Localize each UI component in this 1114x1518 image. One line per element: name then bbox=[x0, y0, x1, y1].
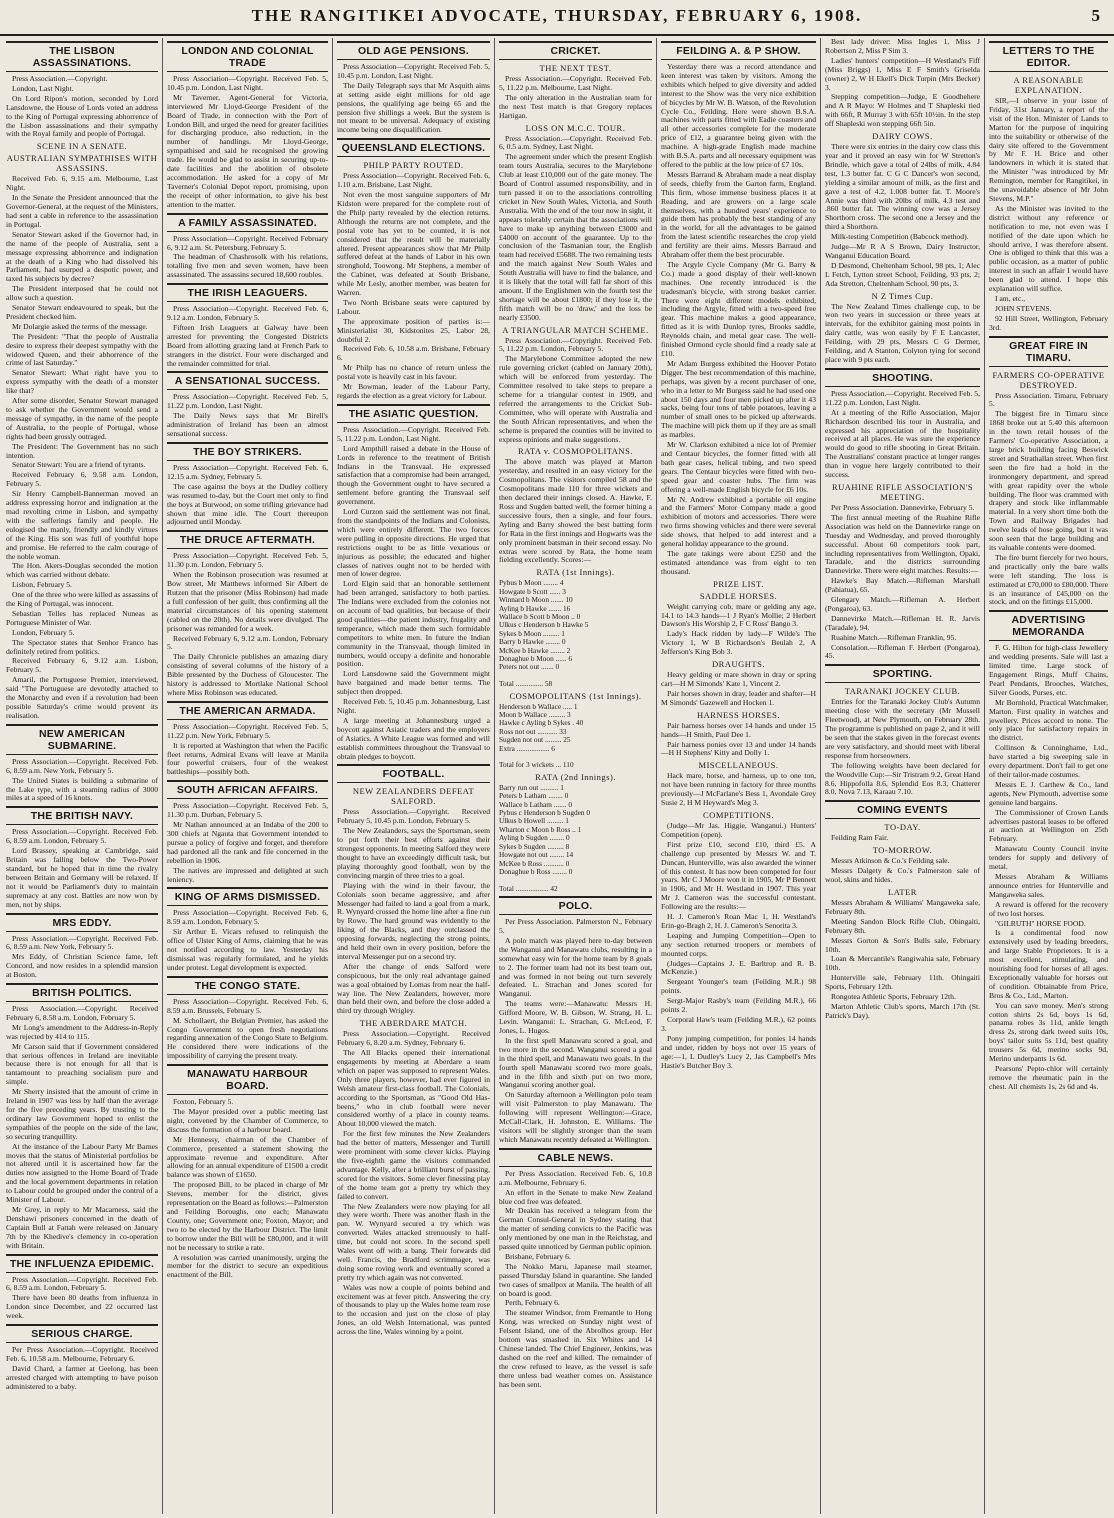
article-paragraph: Yesterday there was a record attendance and keen interest was taken by visitors. Among the exhibits which helped to give diversity and added interest to the Show was the very nice exhibition of bicycles by Mr W. B. Watson, of the Revolution Cycle Co., Feilding. Here were shown B.S.A. machines with parts fitted with Eadie coasters and all other accessories complete for the moderate price of £12, a guarantee being given with the machine. A high-grade English made machine with B.S.A. parts and all necessary equipment was offered to the public at the low price of £7 10s. bbox=[661, 62, 816, 169]
article-paragraph: Weight carrying cob, mare or gelding any age, 14.1 to 14.3 hands—1 J Ryan's Mollie; 2 Herbert Dawson's His Worship 2, F C Ross' Bango 3. bbox=[661, 601, 816, 629]
article-paragraph: Sergt-Major Rasby's team (Feilding M.R.), 66 points 2. bbox=[661, 996, 816, 1015]
article-headline: KING OF ARMS DISMISSED. bbox=[167, 887, 328, 906]
article-paragraph: Mr Dolargie asked the terms of the message. bbox=[12, 321, 148, 331]
article-paragraph: Is a condimental food now extensively used by leading breeders, and large Stable Proprietors. It is a most excellent, stimulating, and nourishing food for horses of all ages. Exceptionally valuable for horses out of condition. Obtainable from Price, Bros & Co., Ltd., Marton. bbox=[989, 928, 1108, 1000]
article-paragraph: There have been 80 deaths from influenza in London since December, and 22 occurred last week. bbox=[6, 1293, 158, 1321]
article-paragraph: Lisbon, February 5. bbox=[12, 580, 72, 590]
article-paragraph: Hack mare, horse, and harness, up to one ton, not have been running in factory for three months previously—J McFarlane's Bess 1, Avondale Grey Susie 2, H M Heyward's Meg 3. bbox=[661, 771, 816, 808]
article-headline: ADVERTISING MEMORANDA bbox=[989, 610, 1108, 641]
article-paragraph: You can save money. Men's strong cotton shirts 2s 6d, boys 1s 6d, panama robes 3s 11d, ankle length dress 2s, strong dark tweed suits 10s, boys' tailor suits 5s 11d, best quality trousers 5s 6d, merino socks 9d, Merino underpants 1s 6d. bbox=[989, 1000, 1108, 1064]
article-paragraph: Mr Philp has no chance of return unless the postal vote is heavily cast in his favour. bbox=[337, 363, 490, 382]
article-headline: SERIOUS CHARGE. bbox=[6, 1324, 158, 1343]
article-paragraph: The President: The Government has no such intention. bbox=[6, 441, 158, 460]
article-subheading: FARMERS CO-OPERATIVE DESTROYED. bbox=[992, 369, 1105, 390]
article-paragraph: Leaping and Jumping Competition—Open to any section returned troopers or members of mounted corps. bbox=[661, 930, 816, 958]
article-subheading: TO-DAY. bbox=[884, 822, 921, 833]
article-headline: THE BRITISH NAVY. bbox=[6, 806, 158, 825]
article-paragraph: Lord Curzon said the settlement was not final, from the standpoints of the Indians and Colonists, which were entirely different. The two forces were pulling in opposite directions. He urged that restrictions ought to be as little vexatious or injurious as possible; the educated and higher classes of natives ought not to be herded with men of lower degree. bbox=[337, 507, 490, 579]
article-paragraph: The case against the boys at the Dudley colliery was resumed to-day, but the Court met only to find the boys at Burwood, on some trifling grievance had shown that mine idle. The Court thereupon adjourned until Monday. bbox=[167, 481, 328, 527]
scoreboard-table: Barry run out .......... 1 Peters b Latham ........ 0 Wallace b Latham ....... 0 Pybus c Henderson b Sugden 0 Ulkus b Howell ......... 1 Wharton c Moon b Ross .. 1 Ayling b Sugden ........ 0 Sykes b Sugden ......... 8 Howgate not out ........ 14 McKee b Ross ........... 0 Donaghue b Ross ........ 0 Total .................. 42 bbox=[499, 782, 591, 893]
article-paragraph: Press Association.—Copyright. Received February 6, 8.58 a.m. London, February 5. bbox=[6, 1004, 158, 1022]
article-paragraph: First prize £10, second £10, third £5. A challenge cup presented by Messrs W. and T. Duncan, Hunterville, was also awarded the winner of this contest. It has now been competed for four years. Mr C J Moore won it in 1905, Mr P Bennett in 1906, and Mr H. Westland in 1907. This year Mr J. Cameron was the successful contestant. Following are the results:— bbox=[661, 839, 816, 912]
article-subheading: AUSTRALIAN SYMPATHISES WITH ASSASSINS. bbox=[6, 153, 158, 174]
masthead-title: THE RANGITIKEI ADVOCATE, THURSDAY, FEBRUARY 6, 1908. bbox=[251, 6, 863, 25]
article-paragraph: Dannevirke Match.—Rifleman H. R. Jarvis (Taradale), 94. bbox=[825, 613, 980, 632]
article-paragraph: The New Zealanders were now playing for all they were worth. There was another flash in the pan. W. Wynyard secured a try which was converted. Wales attacked strenuously to half-time, but could not score. In the second spell Wales went off with a bang. Their forwards did well. Francis, the Bradford scrimmager, was doing some roving work and eventually scored a pretty try which again was not converted. bbox=[337, 1201, 490, 1282]
article-paragraph: The proposed Bill, to be placed in charge of Mr Stevens, member for the district, gives representation on the Board as follows:—Palmerston and Feilding Boroughs, one each; Manawatu County, one; Government one; Foxton, Mayor; and two to be elected by the Harbour District. The limit to borrow under the Bill will be £80,000, and it will not be necessary to strike a rate. bbox=[167, 1180, 328, 1252]
article-paragraph: Per Press Association. Palmerston N., February 5. bbox=[499, 917, 652, 936]
article-paragraph: Lord Elgin said that an honorable settlement had been arranged, satisfactory to both parties. The Indians were excluded from the colonies not on account of bad qualities, but because of their good qualities—the patient industry, frugality and temperance, which made them such formidable competitors to white men. In future the Indian community in the Transvaal, though limited in numbers, would occupy a definite and honorable position. bbox=[337, 579, 490, 669]
article-subheading: MISCELLANEOUS. bbox=[698, 760, 779, 771]
article-subheading: LATER bbox=[888, 886, 917, 897]
article-paragraph: The fire burnt fiercely for two hours, and practically only the bare walls were left standing. The loss is estimated at £70,000 to £80,000. There is an insurance of £45,000 on the stock, and on the fittings £15,000. bbox=[989, 552, 1108, 607]
article-paragraph: Press Association—Copyright. Received Feb. 5, 11.30 p.m. London, February 5. bbox=[167, 551, 328, 570]
article-paragraph: Senator Stewart asked if the Governor had, in the name of the people of Australia, sent a message expressing abhorrence and indignation at the death of a King who had dissolved his Parliament, had usurped a despotic power, and taxed his subjects by decree? bbox=[6, 229, 158, 284]
article-paragraph: Received February 6, 9.12 a.m. Lisbon, February 5. bbox=[6, 656, 158, 675]
article-paragraph: Amaril, the Portuguese Premier, interviewed, said "The Portuguese are devotedly attached to the Monarchy and even if a revolution had been possible Saturday's crime would prevent its realisation. bbox=[6, 675, 158, 720]
article-subheading: A TRIANGULAR MATCH SCHEME. bbox=[502, 324, 649, 335]
article-paragraph: Messrs Atkinson & Co.'s Feilding sale. bbox=[831, 856, 950, 866]
article-paragraph: The headman of Chashrosolk with his relations, totalling five men and seven women, have been assassinated. The assassins secured 18,600 roubles. bbox=[167, 252, 328, 280]
article-paragraph: Loan & Mercantile's Rangiwahia sale, February 10th. bbox=[825, 954, 980, 973]
article-paragraph: M. Schollaert, the Belgian Premier, has asked the Congo Government to open fresh negotiations regarding annexation of the Congo State to Belgium. He considered there were indications of the impossibility of carrying the present treaty. bbox=[167, 1015, 328, 1061]
article-subheading: PHILP PARTY ROUTED. bbox=[363, 160, 464, 171]
article-paragraph: Entries for the Taranaki Jockey Club's Autumn meeting close with the secretary (Mr Mussell Fleetwood), at New Plymouth, on February 28th. The programme is published on page 2, and it will be seen that the stakes given in the forecast events are very satisfactory, and should meet with liberal response from horseowners. bbox=[825, 697, 980, 760]
article-paragraph: Brisbane, February 6. bbox=[505, 1251, 571, 1261]
article-paragraph: Ladies' hunters' competition—H Westland's Fiff (Miss Briggs) 1, Miss E F Smith's Griselda (owner) 2, W H Ekell's Dick Turpin (Mrs Becker) 3. bbox=[825, 55, 980, 92]
article-paragraph: Messrs E. J. Carthew & Co., land agents, New Plymouth, advertise some genuine land bargains. bbox=[989, 779, 1108, 807]
article-paragraph: Consolation.—Rifleman F. Herbert (Pongaroa), 45. bbox=[825, 642, 980, 661]
article-paragraph: Received Feb. 5, 10.45 p.m. Johannesburg, Last Night. bbox=[337, 697, 490, 715]
article-headline: A FAMILY ASSASSINATED. bbox=[167, 213, 328, 232]
article-headline: CRICKET. bbox=[499, 41, 652, 60]
article-paragraph: Senator Stewart endeavoured to speak, but the President checked him. bbox=[6, 303, 158, 321]
article-paragraph: Press Association. Timaru, February 5. bbox=[989, 390, 1108, 409]
column-5 bbox=[656, 38, 820, 1514]
article-subheading: THE ABERDARE MATCH. bbox=[359, 1018, 468, 1029]
article-paragraph: Ruahine Match.—Rifleman Franklin, 95. bbox=[831, 632, 957, 642]
article-paragraph: Mr Deakin has received a telegram from the German Consul-General in Sydney stating that the matter of sending convicts to the Pacific was only mentioned by one man in the Reichstag, and passed quite unnoticed by German public opinion. bbox=[499, 1206, 652, 1252]
column-1 bbox=[2, 38, 162, 1514]
article-headline: A SENSATIONAL SUCCESS. bbox=[167, 371, 328, 390]
article-paragraph: F. G. Hilton for high-class Jewellery and wedding presents. Sale will last a limited time. Large stock of Engagement Rings, Muff Chains, Pearl Pendants, Brooches, Watches, Silver Goods, Purses, etc. bbox=[989, 643, 1108, 697]
article-paragraph: The New Zealand Times challenge cup, to be won two years in succession or three years at intervals, for the exhibitor gaining most points in dairy cattle, was won easily by F E Lancaster, Feilding, with 29 pts, Messrs C G Dermer, Feilding, and A Stanton, Colyton tying for second place with 9 pts each. bbox=[825, 301, 980, 364]
article-paragraph: Stepping competition—Judge, E Goodhehere and A R Mayo: W Holmes and T Shapleski tied with 66ft, R Murray 3 with 65ft 10½in. In the step off Shapleski won stepping 66ft 5in. bbox=[825, 92, 980, 129]
article-paragraph: Press Association.—Copyright. Received Feb. 6, 8.59 a.m. New York, February 5. bbox=[6, 756, 158, 775]
article-subheading: HARNESS HORSES. bbox=[696, 709, 781, 720]
article-headline: LETTERS TO THE EDITOR. bbox=[989, 41, 1108, 72]
article-paragraph: Lord Lansdowne said the Government might have bargained and made better terms. The subject then dropped. bbox=[337, 669, 490, 697]
article-headline: THE AMERICAN ARMADA. bbox=[167, 701, 328, 720]
article-paragraph: The first annual meeting of the Ruahine Rifle Association was held on the Dannevirke range on Tuesday and Wednesday, and proved thoroughly successful. About 60 competitors took part, including representatives from Wellington, Opaki, Taradale, and the districts surrounding Dannevirke. There were eight matches. Results:— bbox=[825, 512, 980, 576]
article-paragraph: After the change of ends Salford were conspicuous, but the only real advantage gained was a goal obtained by Lomas from near the half-way line. The New Zealanders, however, more than held their own, and before the close added a third try through Wrigley. bbox=[337, 961, 490, 1016]
article-paragraph: Press Association.—Copyright. Received Feb. 6, 0.5 a.m. Sydney, Last Night. bbox=[499, 133, 652, 152]
article-headline: THE ASIATIC QUESTION. bbox=[337, 404, 490, 423]
article-paragraph: The New Zealanders, says the Sportsman, seem to put forth their best efforts against their strongest opponents. In meeting Salford they were thought to have an exceedingly difficult task, but playing thoroughly good football, won by the convincing margin of three tries to a goal. bbox=[337, 826, 490, 880]
article-paragraph: Sir Henry Campbell-Bannerman moved an address expressing horror and indignation at the mad revolting crime in Lisbon, and sympathy with the sufferings family and people. He eulogised the manly, friendly and kindly virtues of the King. His son was full of youthful hope and promise. He referred to the calm courage of the noble woman. bbox=[6, 489, 158, 561]
article-paragraph: Mr Nathan announced at an Indaba of the 200 to 300 chiefs at Ngauta that Government intended to pursue a policy of forgive and forget, and therefore had pardoned all the rank and file concerned in the rebellion in 1906. bbox=[167, 820, 328, 865]
article-subheading: DAIRY COWS. bbox=[872, 131, 933, 142]
article-headline: THE DRUCE AFTERMATH. bbox=[167, 530, 328, 549]
article-paragraph: Press Association—Copyright. Received Feb. 6, 8.59 a.m. Brussels, February 5. bbox=[167, 996, 328, 1015]
article-paragraph: The only alteration in the Australian team for the next Test match is that Gregory replaces Hartigan. bbox=[499, 92, 652, 120]
article-paragraph: Press Association.—Copyright. Received Feb. 6, 8.59 a.m. London, February 5. bbox=[6, 1274, 158, 1293]
article-paragraph: As the Minister was invited to the district without any reference or notification to me, not even was I notified of the date upon which he should arrive, I was therefore absent. One is obliged to think that this was a public occasion, as a matter of public interest in such an affair I would have been glad to attend. I hope this explanation will suffice. bbox=[989, 203, 1108, 294]
article-subheading: RATA (2nd Innings). bbox=[535, 771, 616, 782]
article-headline: SOUTH AFRICAN AFFAIRS. bbox=[167, 780, 328, 799]
article-paragraph: Mr Hennessy, chairman of the Chamber of Commerce, presented a statement showing the approximate revenue and expenditure. After allowing for an annual expenditure of £1500 a credit balance was shown of £1650. bbox=[167, 1134, 328, 1180]
article-paragraph: Foxton, February 5. bbox=[173, 1097, 234, 1107]
article-subheading: SCENE IN A SENATE. bbox=[36, 141, 128, 152]
article-paragraph: At a meeting of the Rifle Association, Major Richardson described his tour in Australia, and expressed his appreciation of the hospitality received at all places. He was sure the experience would do good to rifle shooting in Great Britain. The Australians' constant practice at longer ranges than in vogue here largely contributed to their success. bbox=[825, 407, 980, 480]
article-paragraph: Press Association.—Copyright. bbox=[12, 74, 108, 83]
article-paragraph: Press Association—Copyright. Received Feb. 5, 11.22 p.m. New York, February 5. bbox=[167, 721, 328, 740]
article-paragraph: Mr N. Andrew exhibited a portable oil engine and the Farmers' Motor Company made a good exhibition of motors and accessories. There were two firms showing vehicles and there were several side shows, that helped to add interest and a general holiday appearance to the ground. bbox=[661, 494, 816, 549]
article-paragraph: Sebastian Telles has replaced Nuneas as Portuguese Minister of War. bbox=[6, 608, 158, 627]
article-paragraph: London, February 5. bbox=[12, 627, 75, 637]
article-headline: NEW AMERICAN SUBMARINE. bbox=[6, 724, 158, 755]
article-paragraph: Meeting Sandon Block Rifle Club, Ohingaiti, February 8th. bbox=[825, 916, 980, 935]
article-paragraph: A polo match was played here to-day between the Wanganui and Manawatu clubs, resulting in a somewhat easy win for the home team by 8 goals to 2. The former team had not its best team out, and was formed in not being out turn severely defeated. L. Strachan and Jones scored for Wanganui. bbox=[499, 935, 652, 999]
article-paragraph: The following weights have been declared for the Woodville Cup:—Sir Tristram 9.2, Great Hand 8.6, Hippofolla 8.6, Splendid Eos 8.3, Chatterer 8.0, Nova 7.13, Karaau 7.10. bbox=[825, 760, 980, 797]
article-subheading: COSMOPOLITANS (1st Innings). bbox=[509, 690, 642, 701]
article-paragraph: At the instance of the Labour Party Mr Barnes moves that the status of Ministerial portfolios be not altered until it is ascertained how far the duties now assigned to the Home Board of Trade and the local government departments in relation to Labour could be grouped under the control of a Minister of Labour. bbox=[6, 1141, 158, 1205]
article-paragraph: An effort in the Senate to make New Zealand blue cod free was defeated. bbox=[499, 1187, 652, 1206]
article-paragraph: Senator Stewart: What right have you to express sympathy with the death of a monster like that? bbox=[6, 368, 158, 396]
article-paragraph: The Nokko Maru, Japanese mail steamer, passed Thursday Island in quarantine. She landed two cases of smallpox at Manila. The health of all on board is good. bbox=[499, 1261, 652, 1298]
article-paragraph: Press Association.—Copyright. Received February 6, 8.20 a.m. Sydney, February 6. bbox=[337, 1029, 490, 1048]
article-paragraph: Manawatu County Council invite tenders for supply and delivery of metal. bbox=[989, 844, 1108, 872]
article-headline: LONDON AND COLONIAL TRADE bbox=[167, 41, 328, 72]
article-paragraph: Playing with the wind in their favour, the Colonials soon became aggressive, and after Messenger had failed to land a goal from a mark, R. Wynyard crossed the home line after a fine run by Rowe. The hard ground was evidently to the liking of the Blacks, and they outclassed the opposing forwards, neglecting the strong points, and held their own in every position, before the interval Messenger put on a second try. bbox=[337, 880, 490, 961]
article-headline: BRITISH POLITICS. bbox=[6, 983, 158, 1002]
article-headline: POLO. bbox=[499, 896, 652, 915]
article-paragraph: The Hon. Akers-Douglas seconded the motion which was carried without debate. bbox=[6, 561, 158, 580]
article-paragraph: Hunterville sale, February 11th. Ohingaiti Sports, February 12th. bbox=[825, 973, 980, 992]
article-paragraph: A resolution was carried unanimously, urging the member for the district to secure an expeditious enactment of the Bill. bbox=[167, 1252, 328, 1280]
article-subheading: NEW ZEALANDERS DEFEAT SALFORD. bbox=[352, 786, 475, 807]
article-paragraph: The Spectator states that Senhor Franco has definitely retired from politics. bbox=[6, 637, 158, 656]
article-headline: MANAWATU HARBOUR BOARD. bbox=[167, 1064, 328, 1095]
page-number: 5 bbox=[1091, 6, 1100, 25]
article-paragraph: Press Association.—Copyright. Received Feb. 5, 11.22 p.m. London, Last Night. bbox=[337, 424, 490, 443]
article-paragraph: Press Association.—Copyright. Received Feb. 6, 8.59 a.m. London, February 5. bbox=[6, 827, 158, 846]
article-paragraph: (Judges—Captains J. E. Barltrop and R. B. McKenzie.) bbox=[661, 958, 816, 977]
article-paragraph: Pearsons' Pepto-chlor will certainly remove the rheumatic pain in the chest. All chemists 1s, 2s 6d and 4s. bbox=[989, 1064, 1108, 1091]
article-headline: QUEENSLAND ELECTIONS. bbox=[337, 138, 490, 157]
article-paragraph: Lord Brassey, speaking at Cambridge, said Britain was falling below the Two-Power standard, but he hoped that in time the rivalry between Britain and Germany will be relaxed. If not it would be Parliament's duty to maintain supremacy at any cost. Battles are now won by men, not by ships. bbox=[6, 846, 158, 909]
article-paragraph: Best lady driver: Miss Ingles 1, Miss J Robertson 2, Miss P Sim 3. bbox=[825, 38, 980, 55]
article-paragraph: "GILRUTH" HORSE FOOD. bbox=[995, 918, 1086, 928]
article-paragraph: Press Association—Copyright. Received Feb. 5, 11.30 p.m. Durban, February 5. bbox=[167, 801, 328, 820]
article-paragraph: Press Association—Copyright. Received Feb. 5, 11.22 p.m. London, Last Night. bbox=[167, 392, 328, 411]
article-paragraph: One of the three who were killed as assassins of the King of Portugal, was innocent. bbox=[6, 590, 158, 609]
column-6 bbox=[820, 38, 984, 1514]
scoreboard-table: Henderson b Wallace ..... 1 Moon b Wallace ......... 3 Hawke c Ayling b Sykes . 40 Ross not out ........... 33 Sugden not out ......... 25 Extra .................. 6 Total for 3 wickets ... 110 bbox=[499, 701, 584, 770]
article-paragraph: Not even the most sanguine supporters of Mr Kidston were prepared for the complete rout of the Philp party revealed by the election returns. Although the returns are not complete, and the postal vote has yet to be counted, it is not considered that the result will be materially altered. Present appearances show that Mr Philp suffered defeat at the hands of Labor in his own stronghold, Toowong. Mr Stephens, a member of the Cabinet, was defeated at South Brisbane, while Mr Lesly, another member, was beaten for Warren. bbox=[337, 190, 490, 298]
article-subheading: THE NEXT TEST. bbox=[539, 63, 612, 73]
article-paragraph: JOHN STEVENS. bbox=[995, 303, 1052, 313]
article-headline: OLD AGE PENSIONS. bbox=[337, 41, 490, 60]
article-paragraph: Press Association.—Copyright. Received Feb. 5, 11.22 p.m. Melbourne, Last Night. bbox=[499, 74, 652, 92]
article-paragraph: The All Blacks opened their international engagements by meeting at Aberdare a team which on paper was supposed to represent Wales. Only three players, however, had ever figured in Welsh amateur first-class football. The Colonials, according to the Sportsman, as "Good Old Has-beens," who in club football were never considered worthy of a place in county teams. About 10,000 viewed the match. bbox=[337, 1048, 490, 1129]
article-paragraph: A large meeting at Johannesburg urged a boycott against Asiatic traders and the employers of Asiatics. A White League was formed and will establish committees throughout the Transvaal to obtain pledges to boycott. bbox=[337, 715, 490, 761]
article-paragraph: The Commissioner of Crown Lands advertises pastoral leases to be offered at auction at Wellington on 25th February. bbox=[989, 807, 1108, 844]
article-headline: SPORTING. bbox=[825, 664, 980, 683]
article-paragraph: Feilding Ram Fair. bbox=[831, 833, 889, 843]
article-subheading: DRAUGHTS. bbox=[712, 659, 765, 670]
article-paragraph: The approximate position of parties is:—Ministerialist 30, Kidstonites 25, Labor 28, doubtful 2. bbox=[337, 316, 490, 344]
article-paragraph: Mrs Eddy, of Christian Science fame, left Concord, and now resides in a splendid mansion at Boston. bbox=[6, 952, 158, 980]
article-paragraph: Messrs Barraud & Abraham made a neat display of seeds, chiefly from the Garton farm, England. This firm, whose immense business places it at Reading, and are growers on a large scale themselves, with a hundred years' experience to guide them has probably the best standing of any in the world, for all the advantages to be gained from the latest scientific researches the crop yield and fertility are their aims. Messrs Barraud and Abraham offer them the best procurable. bbox=[661, 169, 816, 260]
article-paragraph: The President: "That the people of Australia desire to express their deepest sympathy with the widowed Queen, and their abhorrence of the crime of last Saturday." bbox=[6, 331, 158, 368]
article-paragraph: Lady's Hack ridden by lady—F Wilde's The Victory 1, W B Richardson's Beulah 2, A Jefferson's King Bob 3. bbox=[661, 629, 816, 657]
article-paragraph: Received February 6, 9.12 a.m. London, February 5. bbox=[167, 633, 328, 652]
article-paragraph: Wales was now a couple of points behind and excitement was at fever pitch. Answering the cry of thousands to play up the Wales home team rose to the occasion and just on the close of play Jones, an old Welsh International, was punted across the line, Wales winning by a point. bbox=[337, 1282, 490, 1337]
article-headline: THE INFLUENZA EPIDEMIC. bbox=[6, 1254, 158, 1273]
article-paragraph: Received Feb. 6, 9.15 a.m. Melbourne, Last Night. bbox=[6, 174, 158, 193]
article-paragraph: The Daily Chronicle publishes an amazing diary consisting of several columns of the history of a Bible presented by the Duchess of Gloucester. The history is addressed to Mortlake National School where Miss Robinson was educated. bbox=[167, 652, 328, 697]
article-paragraph: The Daily Telegraph says that Mr Asquith aims at setting aside eight millions for old age pensions, the qualifying age being 65 and the pension five shillings a week. But the system is not meant to be universal. Adequacy of existing income being one disqualification. bbox=[337, 80, 490, 135]
article-paragraph: The President interposed that he could not allow such a question. bbox=[6, 284, 158, 303]
article-paragraph: The Marylebone Committee adopted the new rule governing cricket (cabled on January 20th), which will be enforced from yesterday. The Committee resolved to take steps to prepare a scheme for a triangular contest in 1909, and referred the arrangements to the Cricket Sub-Committee, who will operate with Australia and the South African representatives, and when the scheme is prepared the counties will be invited to express opinions and make suggestions. bbox=[499, 354, 652, 444]
article-subheading: RATA v. COSMOPOLITANS. bbox=[518, 446, 633, 457]
article-paragraph: Pony jumping competition, for ponies 14 hands and under, ridden by boys not over 15 years of age:—1, L Dudley's Lucy 2, Jas Campbell's Mrs Hastie's Butcher Boy 3. bbox=[661, 1033, 816, 1070]
article-paragraph: Mr Adam Burgess exhibited the Hoover Potato Digger. The best recommendation of this machine, perhaps, was given by a recent purchaser of one, who in a letter to Mr Burgess said he had used one about 150 days and four men picked up after it 43 sacks, being four tons of table potatoes, leaving a number of small ones to be picked up afterwards. The machine will pick them up if they are as small as marbles. bbox=[661, 358, 816, 440]
article-paragraph: Press Association—Copyright. Received Feb. 5, 10.45 p.m. London, Last Night. bbox=[167, 74, 328, 92]
article-headline: THE CONGO STATE. bbox=[167, 976, 328, 995]
article-paragraph: Judge—Mr R A S Brown, Dairy Instructor, Wanganui Education Board. bbox=[825, 242, 980, 260]
article-paragraph: The United States is building a submarine of the Lake type, with a steaming radius of 3000 miles at a speed of 16 knots. bbox=[6, 775, 158, 803]
article-paragraph: Hawke's Bay Match.—Rifleman Marshall (Pahiatua), 65. bbox=[825, 576, 980, 595]
article-paragraph: Press Association—Copyright. Received Feb. 5, 10.45 p.m. London, Last Night. bbox=[337, 62, 490, 80]
article-paragraph: On Lord Ripon's motion, seconded by Lord Lansdowne, the House of Lords voted an address to the King of Portugal expressing abhorrence of the Lisbon assassinations and their sympathy with the Royal family and people of Portugal. bbox=[6, 93, 158, 139]
article-subheading: RUAHINE RIFLE ASSOCIATION'S MEETING. bbox=[831, 481, 974, 502]
article-paragraph: Press Association.—Copyright. Received Feb. 6, 8.59 a.m. New York, February 5. bbox=[6, 933, 158, 952]
article-subheading: TARANAKI JOCKEY CLUB. bbox=[844, 686, 961, 697]
article-paragraph: Glengary Match.—Rifleman A. Herbert (Pongaroa), 63. bbox=[825, 595, 980, 613]
article-paragraph: Received February 6, 9.58 a.m. London, February 5. bbox=[6, 470, 158, 489]
scoreboard-table: Pybus b Moon ........ 4 Howgate b Scott ...... 3 Winnard b Moon ....... 10 Ayling b Hawke ....... 16 Wallace b Scott b Moon .. 0 Ulkus c Henderson b Hawke 5 Sykes b Moon ......... 1 Barry b Hawke ........ 0 McKee b Hawke ........ 2 Donaghue b Moon ...... 6 Peters not out ....... 0 Total ............... 58 bbox=[499, 578, 589, 689]
article-headline: FEILDING A. & P SHOW. bbox=[661, 41, 816, 60]
article-paragraph: It is reported at Washington that when the Pacific fleet returns, Admiral Evans will leave at Manila four powerful cruisers, four of the weakest battleships—possibly both. bbox=[167, 740, 328, 777]
article-subheading: TO-MORROW. bbox=[872, 845, 933, 856]
article-headline: FOOTBALL. bbox=[337, 764, 490, 783]
article-paragraph: Press Association—Copyright. Received Feb. 6, 8.59 a.m. London, February 5. bbox=[167, 908, 328, 927]
article-paragraph: The steamer Windsor, from Fremantle to Hong Kong, was wrecked on Sunday night west of Felsent Island, one of the Abrolhos group. Her bottom was smashed in. Six Whites and 14 Chinese landed. The Chief Engineer, Jenkins, was dashed on the reef and killed. The remainder of the crew refused to leave, as the vessel is safe there unless bad weather comes on. Assistance has been sent. bbox=[499, 1308, 652, 1389]
article-paragraph: There were six entries in the dairy cow class this year and it proved an easy win for W Stretton's Brindle, which gave a total of 24lbs of milk, 4.84 test, 1.3 butter fat. C G C Dancer's won second, yielding a similar amount of milk, as the first and gave a test of 4.2, 1.008 butter fat. T. Moore's Annie was third with 20lbs of milk, 4.3 test and .860 butter fat. The winning cow was a Jersey Shorthorn cross. The second one a Jersey and the third a Shorthorn. bbox=[825, 142, 980, 232]
article-paragraph: The agreement under which the present English team tours Australia, secures to the Marylebone Club at least £10,000 out of the gate money. The Board of Control assumed responsibility, and in turn passed it on to the associations controlling cricket in New South Wales, Victoria, and South Australia. With the end of the tour now in sight, it appears tolerably certain that the associations will have to make up anything between £3000 and £4000 on account of the guarantee. Up to the conclusion of the Tasmanian tour, the English team had received £5688. The two remaining tests and the match against New South Wales and South Australia will have to find the balance, and it is likely that the total will fall far short of this amount. If the Englishmen win the fourth test the shortage will be about £1800; if they lose it, the fifth match will be no 'draw,' and the loss be nearly £3500. bbox=[499, 152, 652, 322]
article-paragraph: Pair horses shown in dray, leader and shafter—H M Simonds' Gazewell and Hocken 1. bbox=[661, 688, 816, 707]
article-paragraph: Mr Grey, in reply to Mr Macarness, said the Denshawi prisoners concerned in the death of Captain Bull at Fattah were released on January 7th by the Khedive's clemency in co-operation with Britain. bbox=[6, 1204, 158, 1250]
article-paragraph: Mr Sherry insisted that the amount of crime in Ireland in 1907 was less by half than the average for the five preceding years. By trusting to the ordinary law Government hoped to enlist the sympathies of the people on the side of the law, so securing tranquillity. bbox=[6, 1087, 158, 1141]
article-paragraph: Sir Arthur E. Vicars refused to relinquish the office of Ulster King of Arms, claiming that he was not notified according to law. Yesterday his dismissal was regularly formulated, and he yields under protest. Legal development is expected. bbox=[167, 927, 328, 972]
article-subheading: N Z Times Cup. bbox=[871, 290, 934, 301]
article-subheading: COMPETITIONS. bbox=[703, 809, 774, 820]
article-paragraph: Mr W. Clarkson exhibited a nice lot of Premier and Centaur bicycles, the former fitted with all bath gear cases, helical tubing, and two speed gears. The Centaur bicycles were fitted with two-speed gear and coaster hubs. The firm was offering a well-made English bicycle for £6 10s. bbox=[661, 440, 816, 494]
article-paragraph: Messrs Abraham & Williams announce entries for Hunterville and Mangaweka sales. bbox=[989, 871, 1108, 899]
article-paragraph: Per Press Association. Dannevirke, February 5. bbox=[831, 502, 975, 512]
article-subheading: PRIZE LIST. bbox=[713, 578, 764, 589]
article-paragraph: Mr Bowman, leader of the Labour Party, regards the election as a great victory for Labour. bbox=[337, 382, 490, 400]
article-headline: MRS EDDY. bbox=[6, 913, 158, 932]
article-subheading: RATA (1st Innings). bbox=[536, 567, 615, 578]
article-paragraph: The Argyle Cycle Company (Mr G. Barry & Co.) made a good display of their well-known machines. One recently introduced is the tradesman's bicycle, with strong basket carrier. There were eight different models exhibited, including the Argyle, fitted with a two-speed free gear. This machine makes a good appearance, fitted as it is with Dunlop tyres, Brooks saddle, Reynolds chain, and metal gear case. The well-finished Ormond cycle should find a ready sale at £10. bbox=[661, 259, 816, 358]
article-paragraph: Sergeant Younger's team (Feilding M.R.) 98 points. bbox=[661, 977, 816, 996]
article-paragraph: Press Association—Copyright. Received February 6, 9.12 a.m. St. Petersburg, February 5. bbox=[167, 233, 328, 252]
article-paragraph: When the Robinson prosecution was resumed at Bow street, Mr Matthews informed Sir Albert de Rutzen that the prisoner (Miss Robinson) had made a full confession of her guilt, thus confirming all the material circumstances of his opening statement (cabled on the 20th). No details were divulged. The prisoner was remanded for a week. bbox=[167, 570, 328, 633]
article-paragraph: Milk-testing Competition (Babcock method). bbox=[831, 232, 969, 242]
article-paragraph: The Mayor presided over a public meeting last night, convened by the Chamber of Commerce, to discuss the formation of a harbour board. bbox=[167, 1107, 328, 1134]
article-paragraph: Mr Carson said that if Government considered that serious offences in Ireland are inevitable because there is not enough for all that is tantamount to preaching socialism pure and simple. bbox=[6, 1041, 158, 1087]
article-paragraph: London, Last Night. bbox=[12, 83, 74, 93]
article-paragraph: A reward is offered for the recovery of two lost horses. bbox=[989, 899, 1108, 918]
article-paragraph: Press Association—Copyright. Received Feb. 6, 12.15 a.m. Sydney, February 5. bbox=[167, 463, 328, 481]
article-paragraph: Heavy gelding or mare shown in dray or spring cart—H M Simonds' Kate 1, Vincent 2. bbox=[661, 670, 816, 688]
article-paragraph: The above match was played at Marton yesterday, and resulted in an easy victory for the Cosmopolitans. The visitors compiled 58 and the Cosmopolitans made 110 for three wickets and then declared their innings closed. A. Hawke, F. Ross and Sugden batted well, the former hitting a successive fours, then a single, and four fours. Ayling and Barry showed the best batting form for Rata in the first innings and Hogwarts was the only prominent batsman in their second essay. No extras were scored by Rata, the home team fielding excellently. Scores:— bbox=[499, 457, 652, 565]
article-paragraph: Received Feb. 6, 10.58 a.m. Brisbane, February 6. bbox=[337, 344, 490, 363]
article-paragraph: Press Association.—Copyright. Received Feb. 5, 11.22 p.m. London, Last Night. bbox=[825, 388, 980, 407]
article-paragraph: I am, etc., bbox=[995, 293, 1026, 303]
column-4 bbox=[494, 38, 656, 1514]
article-paragraph: Pair harness horses over 14 hands and under 15 hands—H Smith, Paul Dee 1. bbox=[661, 720, 816, 739]
article-subheading: SADDLE HORSES. bbox=[699, 590, 778, 601]
article-paragraph: Collinson & Cunninghame, Ltd., have started a big sweeping sale in every department. Don't fail to get one of their tailor-made costumes. bbox=[989, 743, 1108, 779]
article-subheading: LOSS ON M.C.C. TOUR. bbox=[525, 122, 626, 133]
article-paragraph: Messrs Abraham & Williams' Mangaweka sale, February 8th. bbox=[825, 897, 980, 916]
article-paragraph: Messrs Gorton & Son's Bulls sale, February 10th. bbox=[825, 935, 980, 954]
article-paragraph: 92 Hill Street, Wellington, February 3rd. bbox=[989, 313, 1108, 332]
article-paragraph: The gate takings were about £250 and the estimated attendance was from eight to ten thousand. bbox=[661, 548, 816, 576]
article-paragraph: Press Association—Copyright. Received Feb. 6, 9.12 a.m. London, February 5. bbox=[167, 304, 328, 323]
article-headline: SHOOTING. bbox=[825, 368, 980, 387]
article-headline: THE BOY STRIKERS. bbox=[167, 442, 328, 461]
article-paragraph: In the first spell Manawatu scored a goal, and two more in the second. Wanganui scored a goal in the third spell, and Manawatu two goals. In the fourth spell Manawatu scored two more goals, and in the fifth and sixth put on two more, Wanganui scoring another goal. bbox=[499, 1035, 652, 1090]
article-paragraph: Per Press Association.—Copyright. Received Feb. 6, 10.58 a.m. Melbourne, February 6. bbox=[6, 1345, 158, 1363]
article-paragraph: Pair harness ponies over 13 and under 14 hands—H H Stephens' Kitty and Dolly 1. bbox=[661, 739, 816, 758]
article-paragraph: David Chard, a farmer at Geelong, has been arrested charged with attempting to have poison administered to a baby. bbox=[6, 1363, 158, 1391]
column-2 bbox=[162, 38, 332, 1514]
column-7 bbox=[984, 38, 1112, 1514]
article-paragraph: Per Press Association. Received Feb. 6, 10.8 a.m. Melbourne, February 6. bbox=[499, 1168, 652, 1187]
article-subheading: A REASONABLE EXPLANATION. bbox=[1013, 75, 1084, 95]
article-paragraph: After some disorder, Senator Stewart managed to ask whether the Government would send a message of sympathy, in the name of the people of Australia, to the people of Portugal, whose rights had been grossly outraged. bbox=[6, 396, 158, 441]
article-paragraph: Lord Ampthill raised a debate in the House of Lords in reference to the treatment of British Indians in the Transvaal. He expressed satisfaction that a compromise had been arranged, though the Government ought to have secured a settlement before granting the Transvaal self government. bbox=[337, 443, 490, 507]
article-paragraph: The Daily News says that Mr Birell's administration of Ireland has been an almost sensational success. bbox=[167, 411, 328, 439]
column-3 bbox=[332, 38, 494, 1514]
article-paragraph: (Judge—Mr Jas. Higgie, Wanganui.) Hunters' Competition (open). bbox=[661, 820, 816, 839]
article-paragraph: For the first few minutes the New Zealanders had the better of matters, Messenger and Turtill were prominent with some clever kicks. Playing the five-eighth game the visitors commanded advantage. Kelly, after a brilliant burst of passing, scored for the visitors. Some clever finessing play of the home team got a pretty try which they failed to convert. bbox=[337, 1129, 490, 1201]
article-paragraph: The biggest fire in Timaru since 1868 broke out at 5.40 this afternoon in the town retail houses of the Farmers' Co-operative Association, a large brick building facing Beswick street and Strathallan street. When first seen the fire had a hold in the ironmongery department, and spread with great rapidity over the whole building. The floor was crammed with drapery and stock like inflammable material. In a very short time both the Town and Railway Brigades had twelve leads of hose going, but it was soon seen that the large building and its valuable contents were doomed. bbox=[989, 409, 1108, 552]
article-paragraph: Rongotea Athletic Sports, February 12th. bbox=[831, 992, 956, 1002]
article-paragraph: The natives are impressed and delighted at such leniency. bbox=[167, 865, 328, 884]
article-paragraph: SIR,—I observe in your issue of Friday, 31st January, a report of the visit of the Hon. Minister of Lands to Marton for the purpose of inquiring into the suitability or otherwise of the dairy site offered to the Government by Mr F. H. Brice and other landowners in which it is stated that the Minister "was introduced by Mr Remington, member for Rangitikei, in the unavoidable absence of Mr John Stevens, M.P." bbox=[989, 96, 1108, 203]
article-paragraph: Mr Bornhold, Practical Watchmaker, Marton. First quality in watches and jewellery. Prices accord to none. The only place for satisfactory repairs in the district. bbox=[989, 697, 1108, 743]
article-paragraph: H. J. Cameron's Roan Mac 1, H. Westland's Erin-go-Bragh 2, H. J. Cameron's Senorita 3. bbox=[661, 912, 816, 930]
article-paragraph: Fifteen Irish Leaguers at Galway have been arrested for preventing the Congested Districts Board from allotting grazing land at French Park to strangers in the district. Four were discharged and the remainder committed for trial. bbox=[167, 322, 328, 368]
article-paragraph: Corporal Haw's team (Feilding M.R.), 62 points 3. bbox=[661, 1015, 816, 1033]
article-headline: CABLE NEWS. bbox=[499, 1148, 652, 1167]
article-paragraph: D Desmond, Cheltenham School, 98 pts, 1; Alec L Fetch, Lytton street School, Feilding, 93 pts, 2; Ada Stretton, Cheltenham School, 90 pts, 3. bbox=[825, 260, 980, 288]
article-paragraph: Press Association—Copyright. Received Feb. 6, 1.10 a.m. Brisbane, Last Night. bbox=[337, 171, 490, 190]
article-paragraph: On Saturday afternoon a Wellington polo team will visit Palmerston to play Manawatu. The following will represent Wellington:—Grace, McCall-Clark, H. Johnston, E. Williams. The visitors will be slightly stronger than the team which Manawatu recently defeated at Wellington. bbox=[499, 1090, 652, 1144]
masthead bbox=[0, 0, 1114, 36]
article-headline: THE LISBON ASSASSINATIONS. bbox=[6, 41, 158, 72]
article-paragraph: Press Association.—Copyright. Received February 5, 10.45 p.m. London, February 5. bbox=[337, 807, 490, 826]
article-headline: COMING EVENTS bbox=[825, 800, 980, 819]
article-paragraph: Perth, February 6. bbox=[505, 1298, 560, 1308]
article-headline: THE IRISH LEAGUERS. bbox=[167, 283, 328, 302]
article-paragraph: The teams were:—Manawatu: Messrs H. Gifford Moore, W. B. Gibson, W. Strang, H. L. Levin. Wanganui: L. Strachan, G. McLeod, F. Jones, L. Hugos. bbox=[499, 999, 652, 1035]
article-headline: GREAT FIRE IN TIMARU. bbox=[989, 336, 1108, 367]
article-paragraph: Senator Stewart: You are a friend of tyrants. bbox=[12, 460, 146, 470]
article-paragraph: Messrs Dalgety & Co.'s Palmerston sale of wool, skins and hides. bbox=[825, 866, 980, 885]
article-paragraph: In the Senate the President announced that the Governor-General, at the request of the Ministers, had sent a cable in reference to the assassination in Portugal. bbox=[6, 193, 158, 229]
article-paragraph: Press Association.—Copyright. Received Feb. 5, 11.22 p.m. London, February 5. bbox=[499, 335, 652, 354]
article-paragraph: Marton Athletic Club's sports, March 17th (St. Patrick's Day). bbox=[825, 1001, 980, 1020]
article-paragraph: Mr Taverner, Agent-General for Victoria, interviewed Mr Lloyd-George President of the Board of Trade, in connection with the Port of London Bill, and urged the need for greater facilities for discharging produce, also reduction, in the number of handlings. Mr Lloyd-George, sympathised and said he recognised the growing trade. He would be glad to assist in securing up-to-date facilities and the abolition of obsolete accommodation. He asked for a copy of Mr Taverner's Colonial Depot report, promising, upon the receipt of other information, to give his best attention to the matter. bbox=[167, 92, 328, 209]
article-paragraph: Mr Long's amendment to the Address-in-Reply was rejected by 414 to 115. bbox=[6, 1022, 158, 1041]
article-paragraph: Two North Brisbane seats were captured by Labour. bbox=[337, 297, 490, 316]
